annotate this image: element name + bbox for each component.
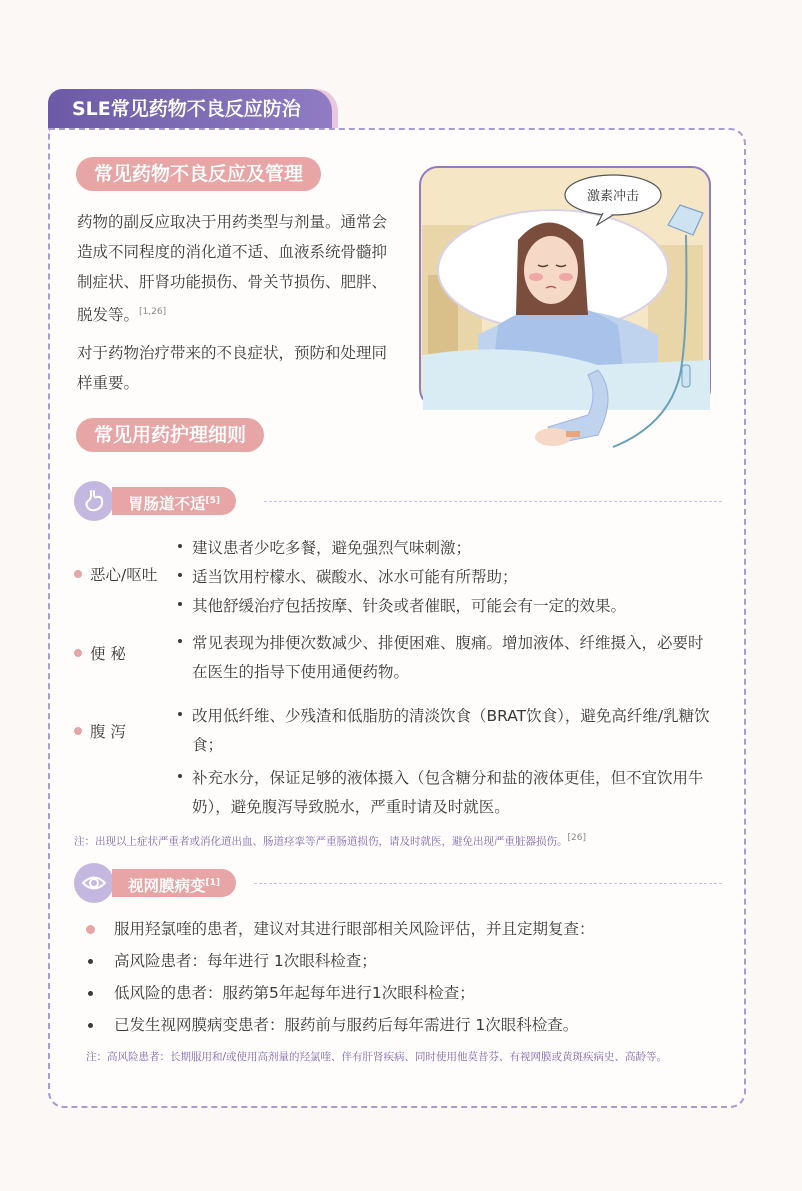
illustration-caption: 激素冲击 bbox=[586, 189, 640, 204]
list-item: 高风险患者：每年进行 1次眼科检查； bbox=[86, 946, 726, 978]
nausea-list bbox=[178, 534, 728, 621]
patient-illustration bbox=[418, 165, 718, 475]
section-pill-nursing-details: 常见用药护理细则 bbox=[76, 418, 264, 452]
constipation-label: 便 秘 bbox=[74, 642, 126, 664]
section-pill-adverse-reactions: 常见药物不良反应及管理 bbox=[76, 157, 321, 191]
page-title: SLE常见药物不良反应防治 bbox=[48, 89, 332, 129]
gi-subsection-header bbox=[74, 481, 722, 521]
divider bbox=[264, 501, 722, 502]
constipation-list bbox=[178, 629, 718, 687]
list-item: 低风险的患者：服药第5年起每年进行1次眼科检查； bbox=[86, 978, 726, 1010]
list-item: 服用羟氯喹的患者，建议对其进行眼部相关风险评估，并且定期复查： bbox=[86, 914, 726, 946]
diarrhea-list bbox=[178, 702, 718, 822]
list-item: 适当饮用柠檬水、碳酸水、冰水可能有所帮助； bbox=[178, 563, 728, 592]
list-item: 建议患者少吃多餐，避免强烈气味刺激； bbox=[178, 534, 728, 563]
intro-paragraph: 药物的副反应取决于用药类型与剂量。通常会造成不同程度的消化道不适、血液系统骨髓抑制症状、肝肾功能损伤、骨关节损伤、肥胖、脱发等。[1,26] bbox=[77, 213, 388, 325]
divider bbox=[254, 883, 722, 884]
gi-subsection-label: 胃肠道不适[5] bbox=[112, 487, 236, 515]
stomach-icon bbox=[74, 481, 114, 521]
retina-subsection-label: 视网膜病变[1] bbox=[112, 869, 236, 897]
list-item: 改用低纤维、少残渣和低脂肪的清淡饮食（BRAT饮食），避免高纤维/乳糖饮食； bbox=[178, 702, 718, 760]
reference-marker: [1] bbox=[205, 878, 221, 888]
retina-list bbox=[86, 914, 726, 1042]
reference-marker: [26] bbox=[567, 833, 586, 843]
retina-subsection-header bbox=[74, 863, 722, 903]
retina-note: 注：高风险患者：长期服用和/或使用高剂量的羟氯喹、伴有肝肾疾病、同时使用他莫昔芬、有视网膜或黄斑疾病史、高龄等。 bbox=[86, 1051, 668, 1063]
prevention-paragraph: 对于药物治疗带来的不良症状，预防和处理同样重要。 bbox=[77, 344, 388, 392]
nausea-label: 恶心/呕吐 bbox=[74, 563, 157, 585]
list-item: 补充水分，保证足够的液体摄入（包含糖分和盐的液体更佳，但不宜饮用牛奶），避免腹泻导致脱水，严重时请及时就医。 bbox=[178, 764, 718, 822]
eye-icon bbox=[74, 863, 114, 903]
list-item: 其他舒缓治疗包括按摩、针灸或者催眠，可能会有一定的效果。 bbox=[178, 592, 728, 621]
list-item: 常见表现为排便次数减少、排便困难、腹痛。增加液体、纤维摄入，必要时在医生的指导下使用通便药物。 bbox=[178, 629, 718, 687]
reference-marker: [5] bbox=[205, 496, 221, 506]
list-item: 已发生视网膜病变患者：服药前与服药后每年需进行 1次眼科检查。 bbox=[86, 1010, 726, 1042]
gi-note: 注：出现以上症状严重者或消化道出血、肠道痉挛等严重肠道损伤，请及时就医，避免出现严重脏器损伤。[26] bbox=[74, 833, 586, 848]
reference-marker: [1,26] bbox=[139, 307, 167, 317]
diarrhea-label: 腹 泻 bbox=[74, 720, 126, 742]
